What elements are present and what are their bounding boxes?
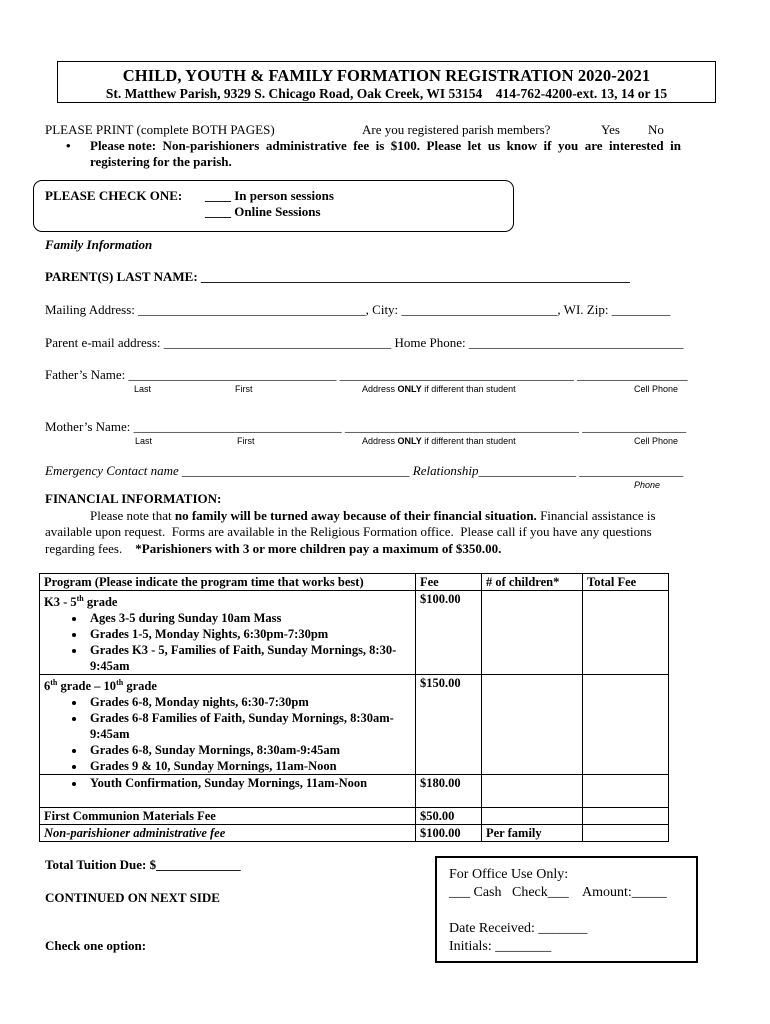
table-row (40, 775, 669, 808)
table-row (40, 675, 669, 775)
table-row (40, 808, 669, 825)
g6-title: 6th grade – 10th grade (44, 678, 157, 694)
g6-option[interactable]: • Grades 6-8, Sunday Mornings, 8:30am-9:45am (86, 742, 411, 758)
office-date-line: Date Received: _______ (449, 921, 588, 936)
office-title: For Office Use Only: (449, 867, 569, 882)
parish-address: St. Matthew Parish, 9329 S. Chicago Road, Oak Creek, WI 53154 414-762-4200-ext. 13, 14 or 15 (105, 86, 668, 101)
youth-option[interactable]: • Youth Confirmation, Sunday Mornings, 11am-Noon (86, 775, 411, 791)
fee-note-cont: registering for the parish. (90, 154, 232, 169)
k3-option[interactable]: • Grades K3 - 5, Families of Faith, Sunday Mornings, 8:30-9:45am (86, 642, 411, 674)
continued-note: CONTINUED ON NEXT SIDE (45, 890, 220, 905)
nonparish-label: Non-parishioner administrative fee (40, 825, 416, 842)
total-tuition-field[interactable]: Total Tuition Due: $_____________ (45, 857, 241, 872)
financial-p3: regarding fees. *Parishioners with 3 or more children pay a maximum of $350.00. (45, 541, 502, 556)
financial-p2: available upon request. Forms are available in the Religious Formation office. Please call if you have any questions (45, 524, 652, 539)
k3-option[interactable]: • Ages 3-5 during Sunday 10am Mass (86, 610, 411, 626)
fee-note: Please note: Non-parishioners administrative fee is $100. Please let us know if you are interested in (90, 138, 681, 153)
check-option-label: Check one option: (45, 938, 147, 953)
office-payment-line: ___ Cash Check___ Amount:_____ (449, 885, 667, 900)
table-row (40, 591, 669, 675)
family-info-heading: Family Information (45, 237, 153, 252)
email-phone-field[interactable]: Parent e-mail address: ___________________________________ Home Phone: _________________________________ (45, 335, 684, 350)
k3-title: K3 - 5th grade (44, 594, 118, 610)
office-initials-line: Initials: ________ (449, 939, 552, 954)
program-g6 (40, 675, 416, 775)
mailing-address-field[interactable]: Mailing Address: ___________________________________, City: ________________________, WI. Zip: _________ (45, 302, 671, 317)
members-question: Are you registered parish members? (362, 122, 551, 137)
office-use-box (435, 856, 698, 963)
youth-total-cell[interactable] (583, 775, 669, 808)
communion-fee: $50.00 (416, 808, 482, 825)
print-note: PLEASE PRINT (complete BOTH PAGES) (45, 122, 275, 137)
nonparish-fee: $100.00 (416, 825, 482, 842)
parent-last-name-field[interactable]: PARENT(S) LAST NAME: __________________________________________________________________ (45, 269, 630, 284)
table-row (40, 825, 669, 842)
col-total: Total Fee (583, 574, 669, 591)
k3-children-cell[interactable] (482, 591, 583, 675)
financial-p1: Please note that no family will be turned away because of their financial situation. Financial assistance is (90, 508, 656, 523)
communion-label: First Communion Materials Fee (40, 808, 416, 825)
k3-option[interactable]: • Grades 1-5, Monday Nights, 6:30pm-7:30pm (86, 626, 411, 642)
in-person-option[interactable]: ____ In person sessions (205, 188, 334, 203)
g6-total-cell[interactable] (583, 675, 669, 775)
no-option[interactable]: No (648, 122, 664, 137)
mother-name-field[interactable]: Mother’s Name: ________________________________ ____________________________________ ________________ (45, 419, 687, 434)
k3-fee: $100.00 (416, 591, 482, 675)
program-table (39, 573, 669, 842)
program-k3 (40, 591, 416, 675)
g6-option[interactable]: • Grades 6-8 Families of Faith, Sunday Mornings, 8:30am-9:45am (86, 710, 411, 742)
father-sub-address: Address ONLY if different than student (362, 384, 516, 394)
col-fee: Fee (416, 574, 482, 591)
nonparish-total-cell[interactable] (583, 825, 669, 842)
nonparish-note: Per family (482, 825, 583, 842)
g6-children-cell[interactable] (482, 675, 583, 775)
youth-children-cell[interactable] (482, 775, 583, 808)
col-program: Program (Please indicate the program time that works best) (40, 574, 416, 591)
online-option[interactable]: ____ Online Sessions (205, 204, 321, 219)
father-sub-last: Last (134, 384, 152, 394)
mother-sub-last: Last (135, 436, 153, 446)
table-header-row (40, 574, 669, 591)
mother-sub-first: First (237, 436, 255, 446)
communion-total-cell[interactable] (583, 808, 669, 825)
emergency-sub-phone: Phone (634, 480, 661, 490)
col-children: # of children* (482, 574, 583, 591)
bullet-icon: • (66, 138, 71, 153)
emergency-contact-field[interactable]: Emergency Contact name ___________________________________ Relationship_______________ ________________ (45, 463, 684, 478)
check-one-label: PLEASE CHECK ONE: (45, 188, 183, 203)
father-name-field[interactable]: Father’s Name: ________________________________ ____________________________________ _________________ (45, 367, 688, 382)
k3-total-cell[interactable] (583, 591, 669, 675)
program-youth (40, 775, 416, 808)
youth-fee: $180.00 (416, 775, 482, 808)
form-title: CHILD, YOUTH & FAMILY FORMATION REGISTRATION 2020-2021 (122, 66, 651, 85)
communion-children-cell[interactable] (482, 808, 583, 825)
g6-fee: $150.00 (416, 675, 482, 775)
father-sub-first: First (235, 384, 253, 394)
mother-sub-address: Address ONLY if different than student (362, 436, 516, 446)
g6-option[interactable]: • Grades 6-8, Monday nights, 6:30-7:30pm (86, 694, 411, 710)
g6-option[interactable]: • Grades 9 & 10, Sunday Mornings, 11am-Noon (86, 758, 411, 774)
financial-heading: FINANCIAL INFORMATION: (45, 491, 222, 506)
father-sub-cell: Cell Phone (634, 384, 679, 394)
yes-option[interactable]: Yes (601, 122, 620, 137)
form-header (57, 61, 716, 103)
mother-sub-cell: Cell Phone (634, 436, 679, 446)
